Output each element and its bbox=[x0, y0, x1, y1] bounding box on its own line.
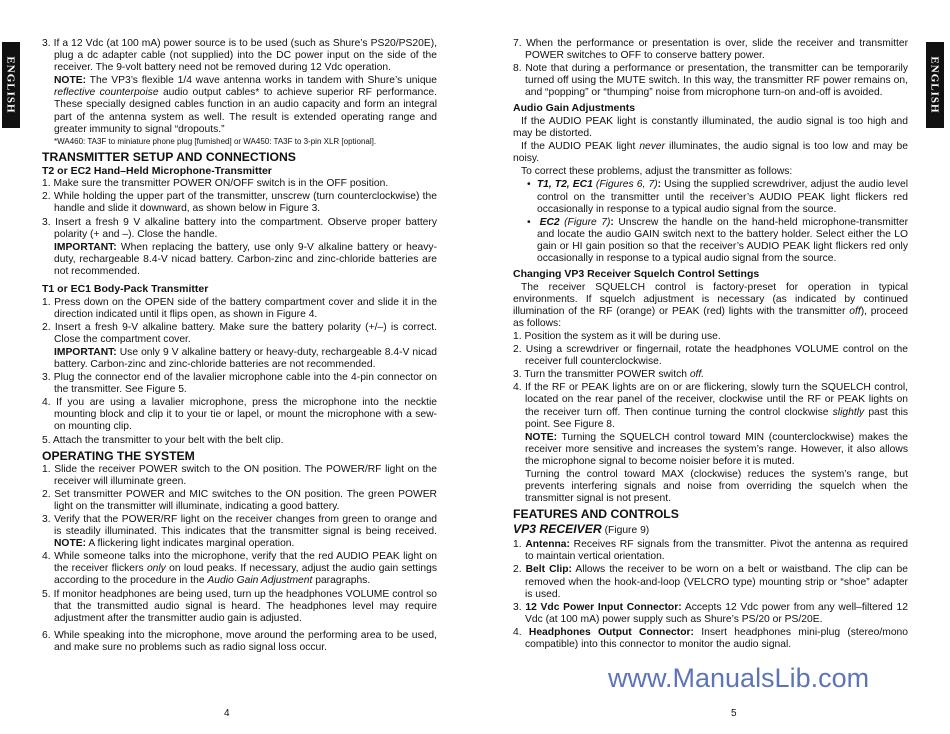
op-step-8: 8. Note that during a performance or presentation, the transmitter can be temporarily turned off using the MUTE switch. In this way, the transmitter RF power remains on, and “popping” or “thumping” noise from microphone turn-on and-off is avoided. bbox=[513, 63, 908, 99]
op-step-4: 4. While someone talks into the microphone, verify that the red AUDIO PEAK light on the receiver flickers only on loud peaks. If necessary, adjust the audio gain settings according to the procedure in the Audio Gain Adjustment paragraphs. bbox=[42, 551, 437, 587]
footnote: *WA460: TA3F to miniature phone plug [furnished] or WA450: TA3F to 3-pin XLR [optional]. bbox=[54, 136, 377, 146]
gain-low: If the AUDIO PEAK light never illuminates, the audio signal is too low and may be noisy. bbox=[513, 141, 909, 165]
heading-vp3-receiver: VP3 RECEIVER (Figure 9) bbox=[513, 522, 650, 537]
right-page bbox=[513, 38, 908, 652]
step-dc-power: 3. If a 12 Vdc (at 100 mA) power source is to be used (such as Shure’s PS20/PS20E), plug a dc adapter cable (not supplied) into the DC power input on the side of the receiver. The 9-volt battery need not be removed during 12 Vdc operation. bbox=[42, 38, 437, 74]
heading-t2: T2 or EC2 Hand–Held Microphone-Transmitter bbox=[42, 164, 272, 177]
heading-operating: OPERATING THE SYSTEM bbox=[42, 448, 195, 463]
squelch-step-4: 4. If the RF or PEAK lights are on or are flickering, slowly turn the SQUELCH control, located on the rear panel of the receiver, clockwise until the RF or PEAK lights on the receiver turn off. Then continue turning the control clockwise slightly past this point. See Figure 8. bbox=[513, 382, 908, 430]
op-step-1: 1. Slide the receiver POWER switch to the ON position. The POWER/RF light on the receiver will illuminate green. bbox=[42, 463, 437, 487]
t1-step-1: 1. Press down on the OPEN side of the battery compartment cover and slide it in the direction indicated until it flips open, as shown in Figure 4. bbox=[42, 296, 437, 320]
t1-step-4: 4. If you are using a lavalier microphone, press the microphone into the necktie mounting block and clip it to your tie or lapel, or mount the microphone with a sew-on mounting clip. bbox=[42, 397, 437, 433]
t1-important: IMPORTANT: Use only 9 V alkaline battery or heavy-duty, rechargeable 8.4-V nicad battery. Carbon-zinc and zinc-chloride batteries are not recommended. bbox=[54, 346, 437, 370]
gain-bullet-ec2: • EC2 (Figure 7): Unscrew the handle on the hand-held microphone-transmitter and locate the audio GAIN switch next to the battery holder. Select either the LO gain or HI gain position so that the receiver’s AUDIO PEAK light flickers red only occasionally in response to a typical audio signal from the source. bbox=[527, 216, 908, 264]
page-number-right: 5 bbox=[731, 708, 737, 719]
gain-correct: To correct these problems, adjust the transmitter as follows: bbox=[521, 166, 793, 178]
heading-squelch: Changing VP3 Receiver Squelch Control Settings bbox=[513, 268, 760, 281]
heading-audio-gain: Audio Gain Adjustments bbox=[513, 102, 636, 115]
squelch-step-3: 3. Turn the transmitter POWER switch off. bbox=[513, 369, 705, 381]
squelch-intro: The receiver SQUELCH control is factory-preset for operation in typical environments. If squelch adjustment is necessary (as indicated by continued illumination of the RF (orange) or PEAK (red) lights with the transmitter off), proceed as follows: bbox=[513, 281, 908, 329]
t1-step-2: 2. Insert a fresh 9-V alkaline battery. Make sure the battery polarity (+/–) is correct. Close the compartment cover. bbox=[42, 321, 437, 345]
op-step-3: 3. Verify that the POWER/RF light on the receiver changes from green to orange and is steadily illuminated. This indicates that the transmitter signal is being received. NOTE: A flickering light indicates marginal operation. bbox=[42, 514, 437, 550]
language-tab-left: ENGLISH bbox=[2, 42, 20, 128]
op-step-2: 2. Set transmitter POWER and MIC switches to the ON position. The green POWER light on the transmitter will illuminate, indicating a good battery. bbox=[42, 488, 437, 512]
t2-important: IMPORTANT: When replacing the battery, use only 9-V alkaline battery or heavy-duty, rechargeable 8.4-V nicad battery. Carbon-zinc and zinc-chloride batteries are not recommended. bbox=[54, 241, 437, 277]
t1-step-5: 5. Attach the transmitter to your belt with the belt clip. bbox=[42, 434, 284, 446]
squelch-note-2: Turning the control toward MAX (clockwise) reduces the system’s range, but prevents interfering signals and noise from overriding the squelch when the transmitter signal is not present. bbox=[525, 469, 908, 505]
t1-step-3: 3. Plug the connector end of the lavalier microphone cable into the 4-pin connector on the transmitter. See Figure 5. bbox=[42, 372, 437, 396]
feature-antenna: 1. Antenna: Receives RF signals from the transmitter. Pivot the antenna as required to maintain vertical orientation. bbox=[513, 539, 909, 563]
heading-transmitter-setup: TRANSMITTER SETUP AND CONNECTIONS bbox=[42, 149, 296, 164]
heading-t1: T1 or EC1 Body-Pack Transmitter bbox=[42, 283, 209, 295]
op-step-6: 6. While speaking into the microphone, move around the performing area to be used, and make sure no problems such as radio signal loss occur. bbox=[42, 629, 437, 653]
feature-belt-clip: 2. Belt Clip: Allows the receiver to be worn on a belt or waistband. The clip can be removed when the hook-and-loop (VELCRO type) mounting strip or “shoe” adapter is used. bbox=[513, 564, 908, 600]
t2-step-1: 1. Make sure the transmitter POWER ON/OFF switch is in the OFF position. bbox=[42, 178, 389, 190]
op-step-7: 7. When the performance or presentation is over, slide the receiver and transmitter POWER switches to OFF to conserve battery power. bbox=[513, 38, 908, 62]
watermark: www.ManualsLib.com bbox=[608, 663, 870, 693]
op-step-5: 5. If monitor headphones are being used, turn up the headphones VOLUME control so that the transmitted audio signal is heard. The headphones level may require adjustment after the transmitter audio gain is adjusted. bbox=[42, 588, 437, 624]
squelch-note: NOTE: Turning the SQUELCH control toward MIN (counterclockwise) makes the receiver more sensitive and increases the system’s range. However, it also allows the microphone signal to become noisier before it is muted. bbox=[525, 431, 908, 467]
left-page bbox=[42, 38, 437, 655]
gain-bullet-t1-t2-ec1: • T1, T2, EC1 (Figures 6, 7): Using the supplied screwdriver, adjust the audio level control on the transmitter until the receiver’s AUDIO PEAK light flickers red occasionally in response to a typical audio signal from the source. bbox=[527, 179, 908, 215]
squelch-step-1: 1. Position the system as it will be during use. bbox=[513, 330, 721, 342]
t2-step-3: 3. Insert a fresh 9 V alkaline battery into the compartment. Observe proper battery polarity (+ and –). Close the handle. bbox=[42, 216, 437, 240]
squelch-step-2: 2. Using a screwdriver or fingernail, rotate the headphones VOLUME control on the receiver full counterclockwise. bbox=[513, 344, 908, 368]
gain-high: If the AUDIO PEAK light is constantly illuminated, the audio signal is too high and may be distorted. bbox=[513, 115, 908, 140]
t2-step-2: 2. While holding the upper part of the transmitter, unscrew (turn counterclockwise) the handle and slide it downward, as shown below in Figure 3. bbox=[42, 191, 437, 215]
language-tab-right: ENGLISH bbox=[926, 42, 944, 128]
feature-power-input: 3. 12 Vdc Power Input Connector: Accepts 12 Vdc power from any well–filtered 12 Vdc (at 100 mA) power supply such as Shure’s PS/20 or PS/20E. bbox=[513, 601, 908, 625]
feature-headphones: 4. Headphones Output Connector: Insert headphones mini-plug (stereo/mono compatible) into this connector to monitor the audio signal. bbox=[513, 626, 909, 651]
heading-features: FEATURES AND CONTROLS bbox=[513, 507, 679, 522]
page-number-left: 4 bbox=[224, 708, 230, 719]
antenna-note: NOTE: The VP3’s flexible 1/4 wave antenna works in tandem with Shure’s unique reflective counterpoise audio output cables* to achieve superior RF performance. These specially designed cables function in an audio capacity and form an integral part of the antenna system as well. The result is extended operating range and greater immunity to signal “dropouts.” bbox=[54, 75, 438, 135]
